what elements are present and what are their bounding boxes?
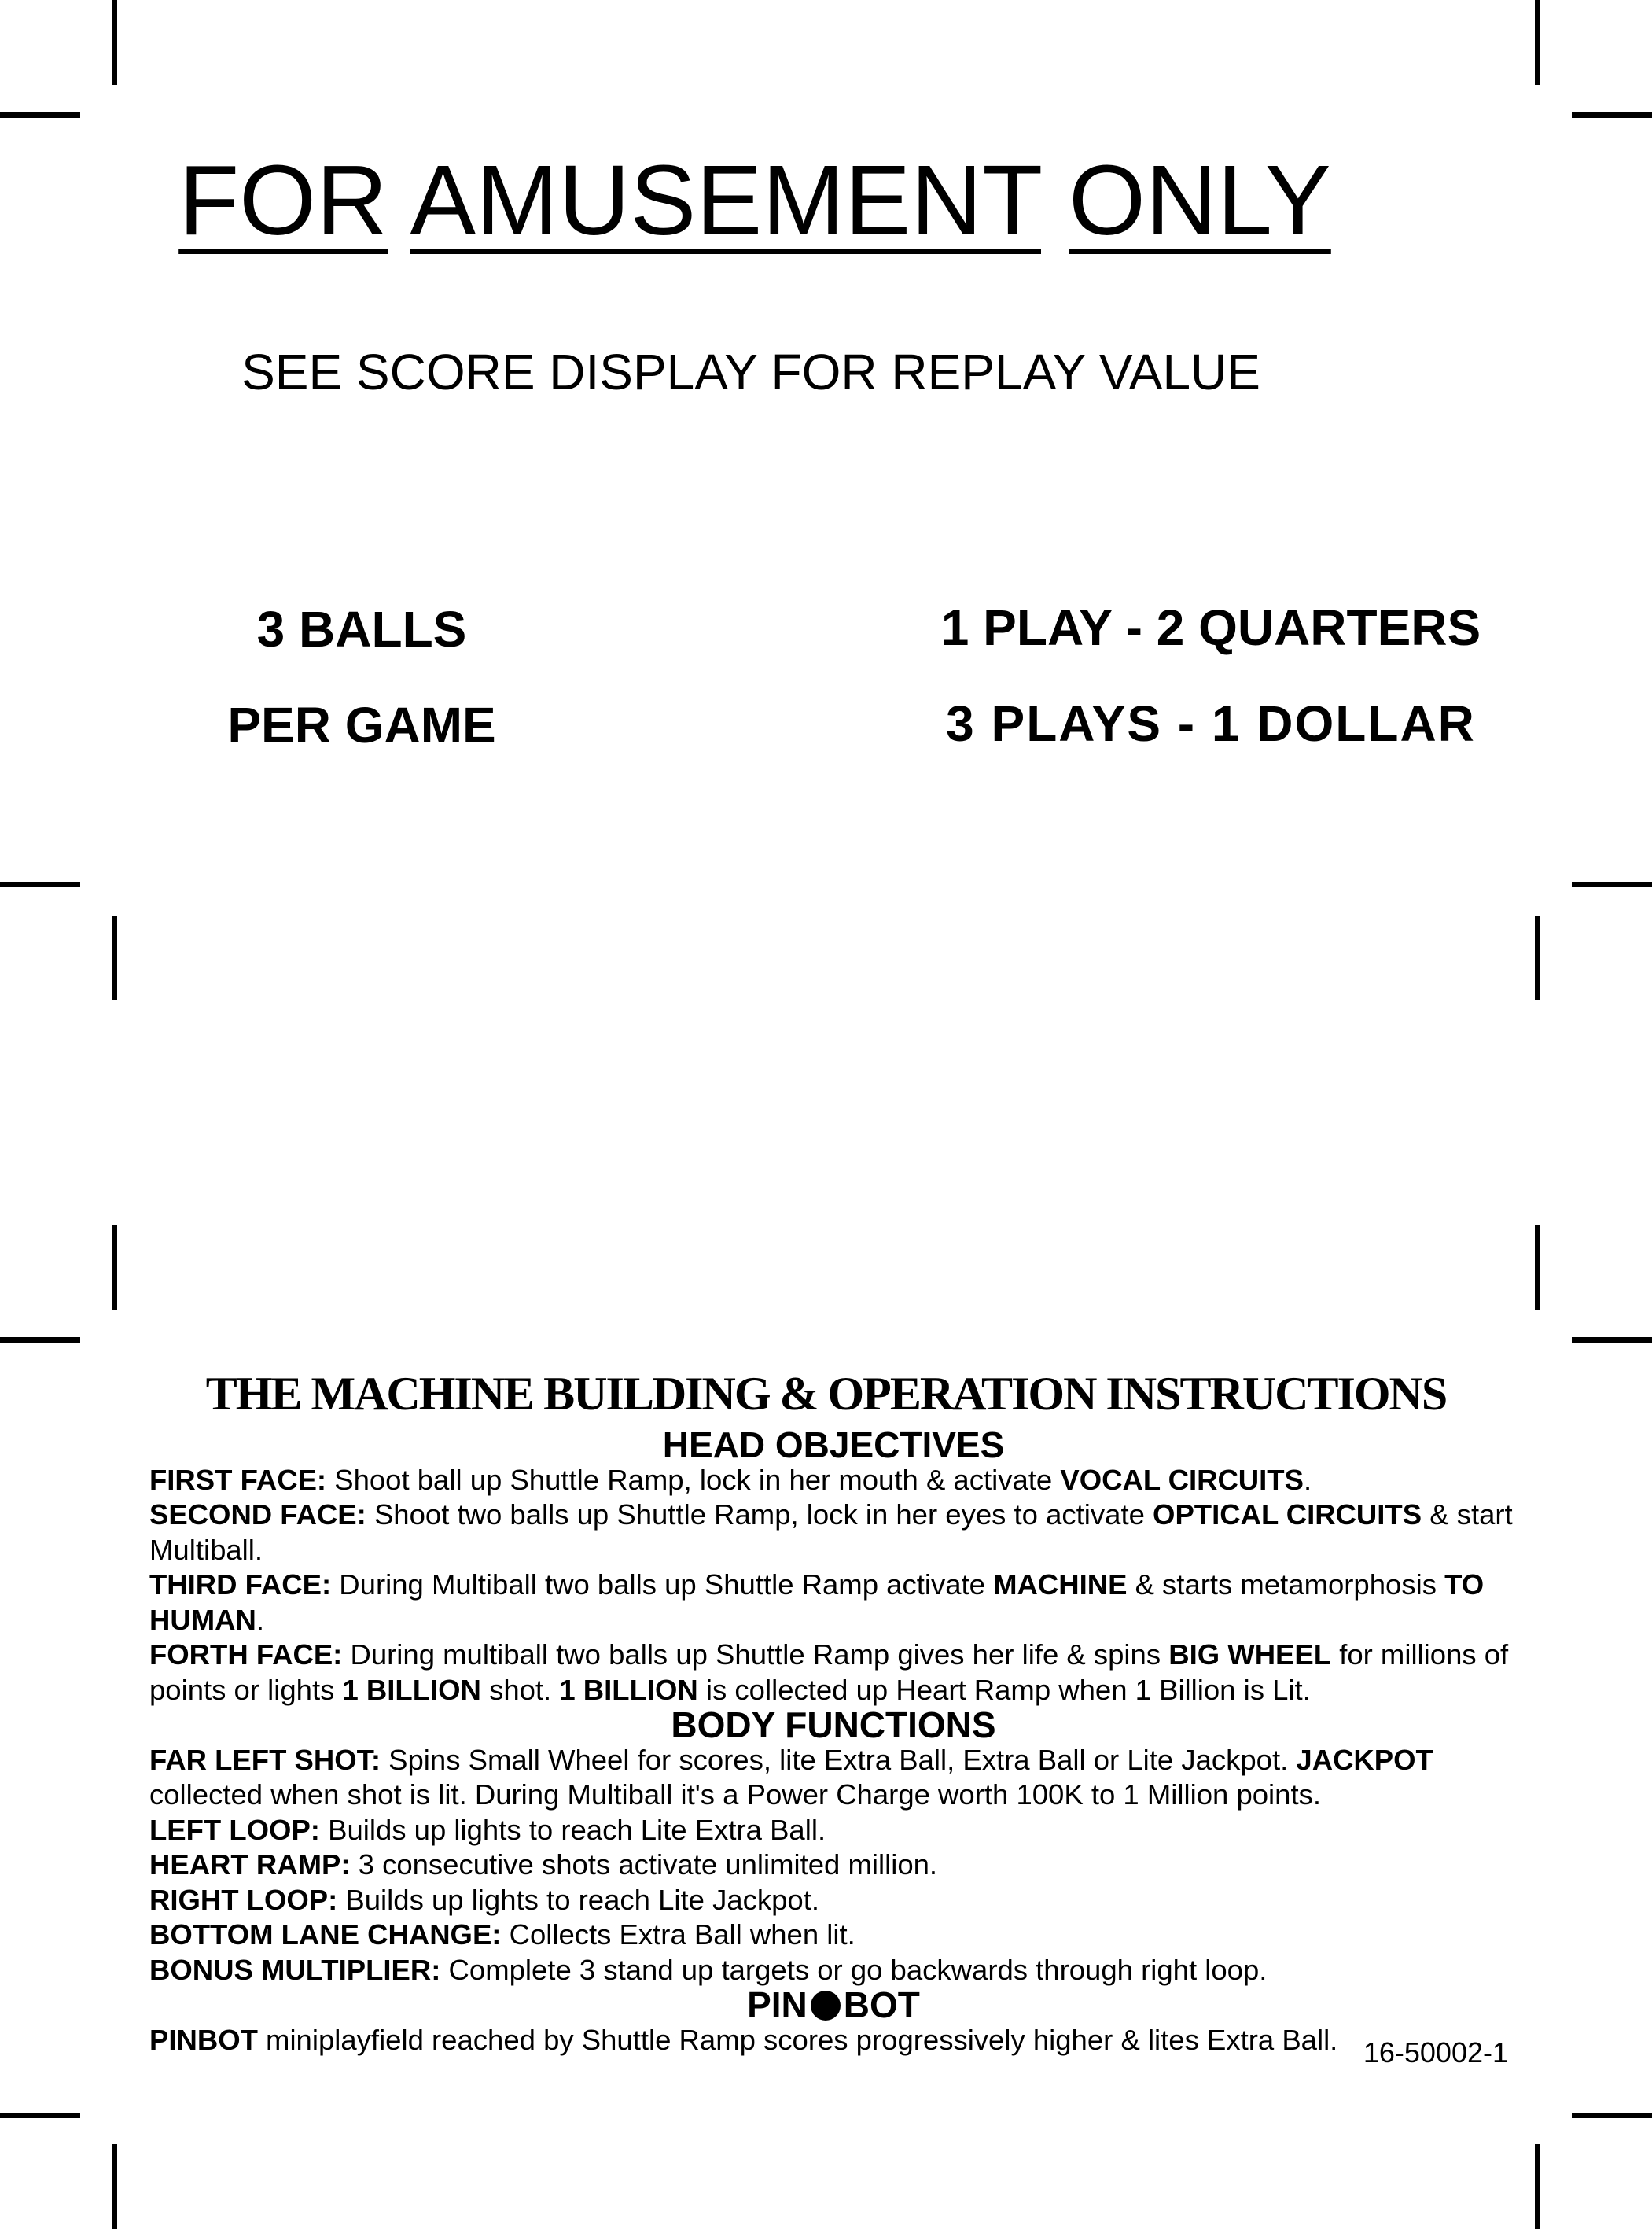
rule-heart-ramp [149, 1848, 1518, 1883]
rule-bold: BIG WHEEL [1168, 1638, 1332, 1671]
rule-label: HEART RAMP: [149, 1848, 351, 1881]
rule-bold: MACHINE [993, 1568, 1128, 1601]
rule-forth-face [149, 1638, 1518, 1708]
instructions-title: THE MACHINE BUILDING & OPERATION INSTRUCTIONS [205, 1368, 1447, 1420]
rule-text: Collects Extra Ball when lit. [501, 1918, 855, 1951]
rule-label: BOTTOM LANE CHANGE: [149, 1918, 502, 1951]
rule-text: & start Multiball. [149, 1498, 1513, 1566]
rule-text: & starts metamorphosis [1127, 1568, 1445, 1601]
rule-text: 3 consecutive shots activate unlimited million. [350, 1848, 938, 1881]
pricing-line-1: 1 PLAY - 2 QUARTERS [940, 599, 1481, 656]
title-word: FOR [178, 145, 388, 256]
rule-bottom-lane-change [149, 1918, 1518, 1953]
pinbot-heading [149, 1984, 1518, 2025]
rule-text: During multiball two balls up Shuttle Ramp gives her life & spins [342, 1638, 1169, 1671]
crop-mark [1535, 2144, 1540, 2229]
crop-mark [112, 916, 117, 1000]
rule-bold: TO HUMAN [149, 1568, 1485, 1636]
rule-label: FAR LEFT SHOT: [149, 1743, 381, 1776]
rule-text: is collected up Heart Ramp when 1 Billion is Lit. [697, 1673, 1311, 1706]
balls-line-1: 3 BALLS [256, 601, 467, 658]
rule-bold: OPTICAL CIRCUITS [1153, 1498, 1422, 1531]
rule-first-face [149, 1463, 1518, 1498]
rule-label: FORTH FACE: [149, 1638, 343, 1671]
crop-mark [1535, 0, 1540, 85]
rule-left-loop [149, 1813, 1518, 1848]
title-word: ONLY [1069, 145, 1331, 256]
body-functions-heading: BODY FUNCTIONS [671, 1704, 996, 1745]
page-title [0, 146, 1510, 256]
rule-text: Shoot ball up Shuttle Ramp, lock in her mouth & activate [326, 1463, 1061, 1496]
balls-line-2: PER GAME [227, 697, 496, 753]
crop-mark [0, 112, 80, 118]
rule-label: PINBOT [149, 2023, 258, 2056]
rule-far-left-shot [149, 1743, 1518, 1813]
rule-label: THIRD FACE: [149, 1568, 332, 1601]
crop-mark [0, 1337, 80, 1343]
crop-mark [112, 0, 117, 85]
rule-text: for millions of points or lights [149, 1638, 1509, 1706]
crop-mark [1572, 2113, 1652, 2118]
crop-mark [1535, 1225, 1540, 1310]
rule-text: Spins Small Wheel for scores, lite Extra Ball, Extra Ball or Lite Jackpot. [381, 1743, 1297, 1776]
rule-text: miniplayfield reached by Shuttle Ramp scores progressively higher & lites Extra Ball. [257, 2023, 1338, 2056]
rule-text: . [256, 1603, 264, 1636]
crop-mark [112, 2144, 117, 2229]
head-objectives-heading: HEAD OBJECTIVES [662, 1424, 1005, 1465]
replay-note: SEE SCORE DISPLAY FOR REPLAY VALUE [241, 344, 1260, 400]
rule-label: SECOND FACE: [149, 1498, 366, 1531]
ball-dot-icon [811, 1991, 841, 2021]
pinbot-heading-right: BOT [843, 1984, 920, 2025]
part-number: 16-50002-1 [1363, 2036, 1508, 2069]
title-word: AMUSEMENT [410, 145, 1041, 256]
rule-text: collected when shot is lit. During Multiball it's a Power Charge worth 100K to 1 Million points. [149, 1778, 1321, 1811]
crop-mark [112, 1225, 117, 1310]
rule-bonus-multiplier [149, 1953, 1518, 1988]
rule-text: Builds up lights to reach Lite Extra Ball. [319, 1813, 826, 1846]
rule-text: Shoot two balls up Shuttle Ramp, lock in her eyes to activate [366, 1498, 1153, 1531]
rule-text: shot. [480, 1673, 560, 1706]
rule-bold: 1 BILLION [342, 1673, 481, 1706]
rule-text: Builds up lights to reach Lite Jackpot. [337, 1883, 819, 1916]
rule-text: Complete 3 stand up targets or go backwards through right loop. [440, 1953, 1268, 1986]
pinbot-heading-left: PIN [747, 1984, 808, 2025]
rule-bold: 1 BILLION [559, 1673, 698, 1706]
rule-label: FIRST FACE: [149, 1463, 327, 1496]
crop-mark [0, 2113, 80, 2118]
rule-text: During Multiball two balls up Shuttle Ramp activate [331, 1568, 994, 1601]
rule-third-face [149, 1568, 1518, 1638]
rule-right-loop [149, 1883, 1518, 1918]
crop-mark [0, 882, 80, 887]
pricing-line-2: 3 PLAYS - 1 DOLLAR [946, 695, 1476, 752]
crop-mark [1572, 112, 1652, 118]
rule-pinbot [149, 2023, 1518, 2058]
crop-mark [1572, 1337, 1652, 1343]
rule-second-face [149, 1498, 1518, 1568]
crop-mark [1572, 882, 1652, 887]
rule-label: BONUS MULTIPLIER: [149, 1953, 441, 1986]
rule-bold: VOCAL CIRCUITS [1060, 1463, 1304, 1496]
crop-mark [1535, 916, 1540, 1000]
rule-text: . [1303, 1463, 1312, 1496]
instructions-body [149, 1424, 1518, 2058]
rule-label: LEFT LOOP: [149, 1813, 320, 1846]
rule-bold: JACKPOT [1296, 1743, 1433, 1776]
rule-label: RIGHT LOOP: [149, 1883, 338, 1916]
